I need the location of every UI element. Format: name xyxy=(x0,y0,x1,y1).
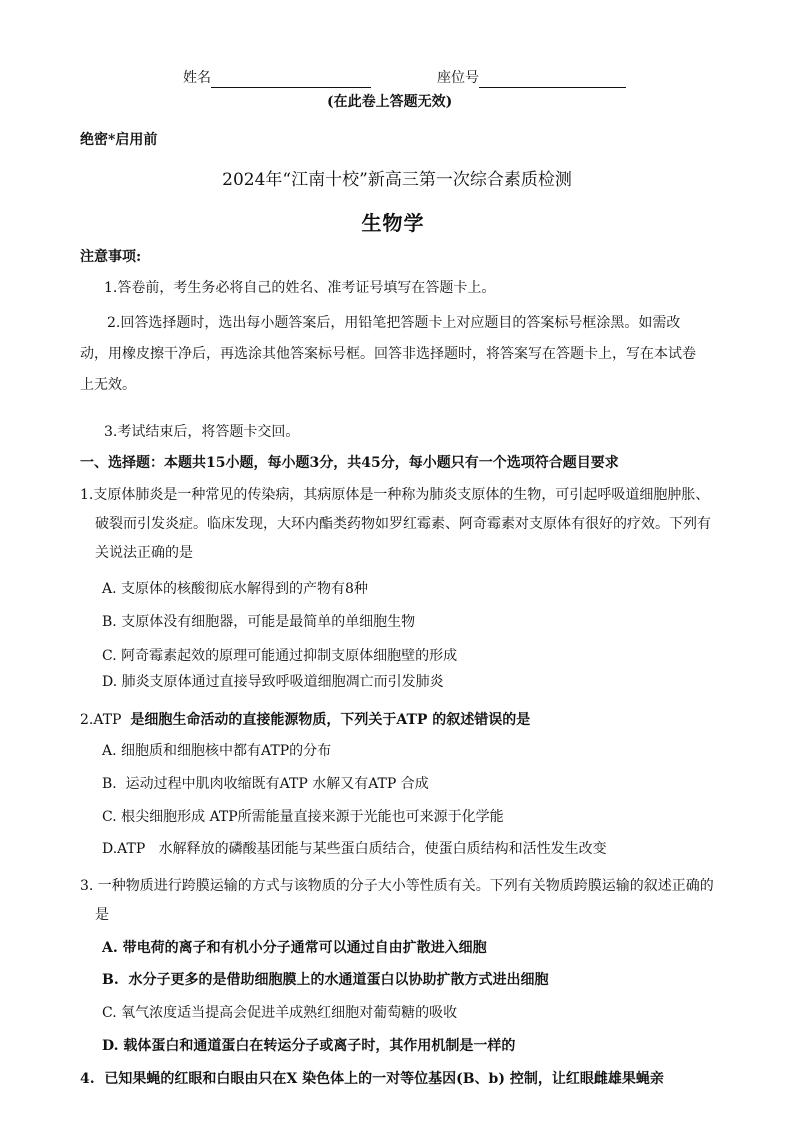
question-3-option-c: C. 氧气浓度适当提高会促进羊成熟红细胞对葡萄糖的吸收 xyxy=(102,1005,458,1021)
question-1-option-a: A. 支原体的核酸彻底水解得到的产物有8种 xyxy=(102,581,368,597)
question-2-stem-bold: 是细胞生命活动的直接能源物质，下列关于 xyxy=(130,712,397,728)
question-2-option-c: C. 根尖细胞形成 ATP所需能量直接来源于光能也可来源于化学能 xyxy=(102,809,504,825)
question-3-option-b: B. 水分子更多的是借助细胞膜上的水通道蛋白以协助扩散方式进出细胞 xyxy=(102,972,549,988)
secret-label: 绝密*启用前 xyxy=(80,132,158,148)
notice-item-3: 3.考试结束后，将答题卡交回。 xyxy=(104,424,300,440)
question-1-option-d: D. 肺炎支原体通过直接导致呼吸道细胞凋亡而引发肺炎 xyxy=(102,674,444,690)
question-1-stem: 1.支原体肺炎是一种常见的传染病，其病原体是一种称为肺炎支原体的生物，可引起呼吸道细胞肿胀、破裂而引发炎症。临床发现，大环内酯类药物如罗红霉素、阿奇霉素对支原体有很好的疗效。下列有关说法正确的是 xyxy=(80,487,711,561)
question-4-stem: 4. 已知果蝇的红眼和白眼由只在X 染色体上的一对等位基因(B、b) 控制，让红眼雌雄果蝇亲 xyxy=(80,1071,664,1087)
seat-label: 座位号 xyxy=(437,70,479,86)
notice-item-2: 2.回答选择题时，选出每小题答案后，用铅笔把答题卡上对应题目的答案标号框涂黑。如需改动，用橡皮擦干净后，再选涂其他答案标号框。回答非选择题时，将答案写在答题卡上，写在本试卷上无效。 xyxy=(80,315,696,393)
question-3-stem: 3. 一种物质进行跨膜运输的方式与该物质的分子大小等性质有关。下列有关物质跨膜运输的叙述正确的是 xyxy=(80,878,714,923)
question-3-option-d: D. 载体蛋白和通道蛋白在转运分子或离子时，其作用机制是一样的 xyxy=(102,1038,516,1054)
question-2-stem-suffix: ATP 的叙述错误的是 xyxy=(396,712,531,728)
question-2-option-b: B. 运动过程中肌肉收缩既有ATP 水解又有ATP 合成 xyxy=(102,776,429,792)
question-2-option-d: D.ATP 水解释放的磷酸基团能与某些蛋白质结合，使蛋白质结构和活性发生改变 xyxy=(102,841,607,857)
question-3-option-a: A. 带电荷的离子和有机小分子通常可以通过自由扩散进入细胞 xyxy=(102,940,487,956)
notice-heading: 注意事项: xyxy=(80,249,142,265)
seat-row xyxy=(437,68,626,88)
question-2-stem xyxy=(80,710,530,730)
exam-title: 2024年“江南十校”新高三第一次综合素质检测 xyxy=(222,170,572,190)
name-blank xyxy=(211,71,371,88)
question-1-option-b: B. 支原体没有细胞器，可能是最简单的单细胞生物 xyxy=(102,614,416,630)
subject-title: 生物学 xyxy=(361,211,425,235)
invalid-note: (在此卷上答题无效) xyxy=(327,94,453,110)
question-2-option-a: A. 细胞质和细胞核中都有ATP的分布 xyxy=(102,743,332,759)
question-2-stem-prefix: 2.ATP xyxy=(80,712,131,728)
name-row xyxy=(183,68,371,88)
notice-item-1: 1.答卷前，考生务必将自己的姓名、准考证号填写在答题卡上。 xyxy=(104,280,496,296)
name-label: 姓名 xyxy=(183,70,211,86)
seat-blank xyxy=(479,71,626,88)
section-heading: 一、选择题：本题共15小题，每小题3分，共45分，每小题只有一个选项符合题目要求 xyxy=(80,455,619,471)
question-1-option-c: C. 阿奇霉素起效的原理可能通过抑制支原体细胞壁的形成 xyxy=(102,648,458,664)
